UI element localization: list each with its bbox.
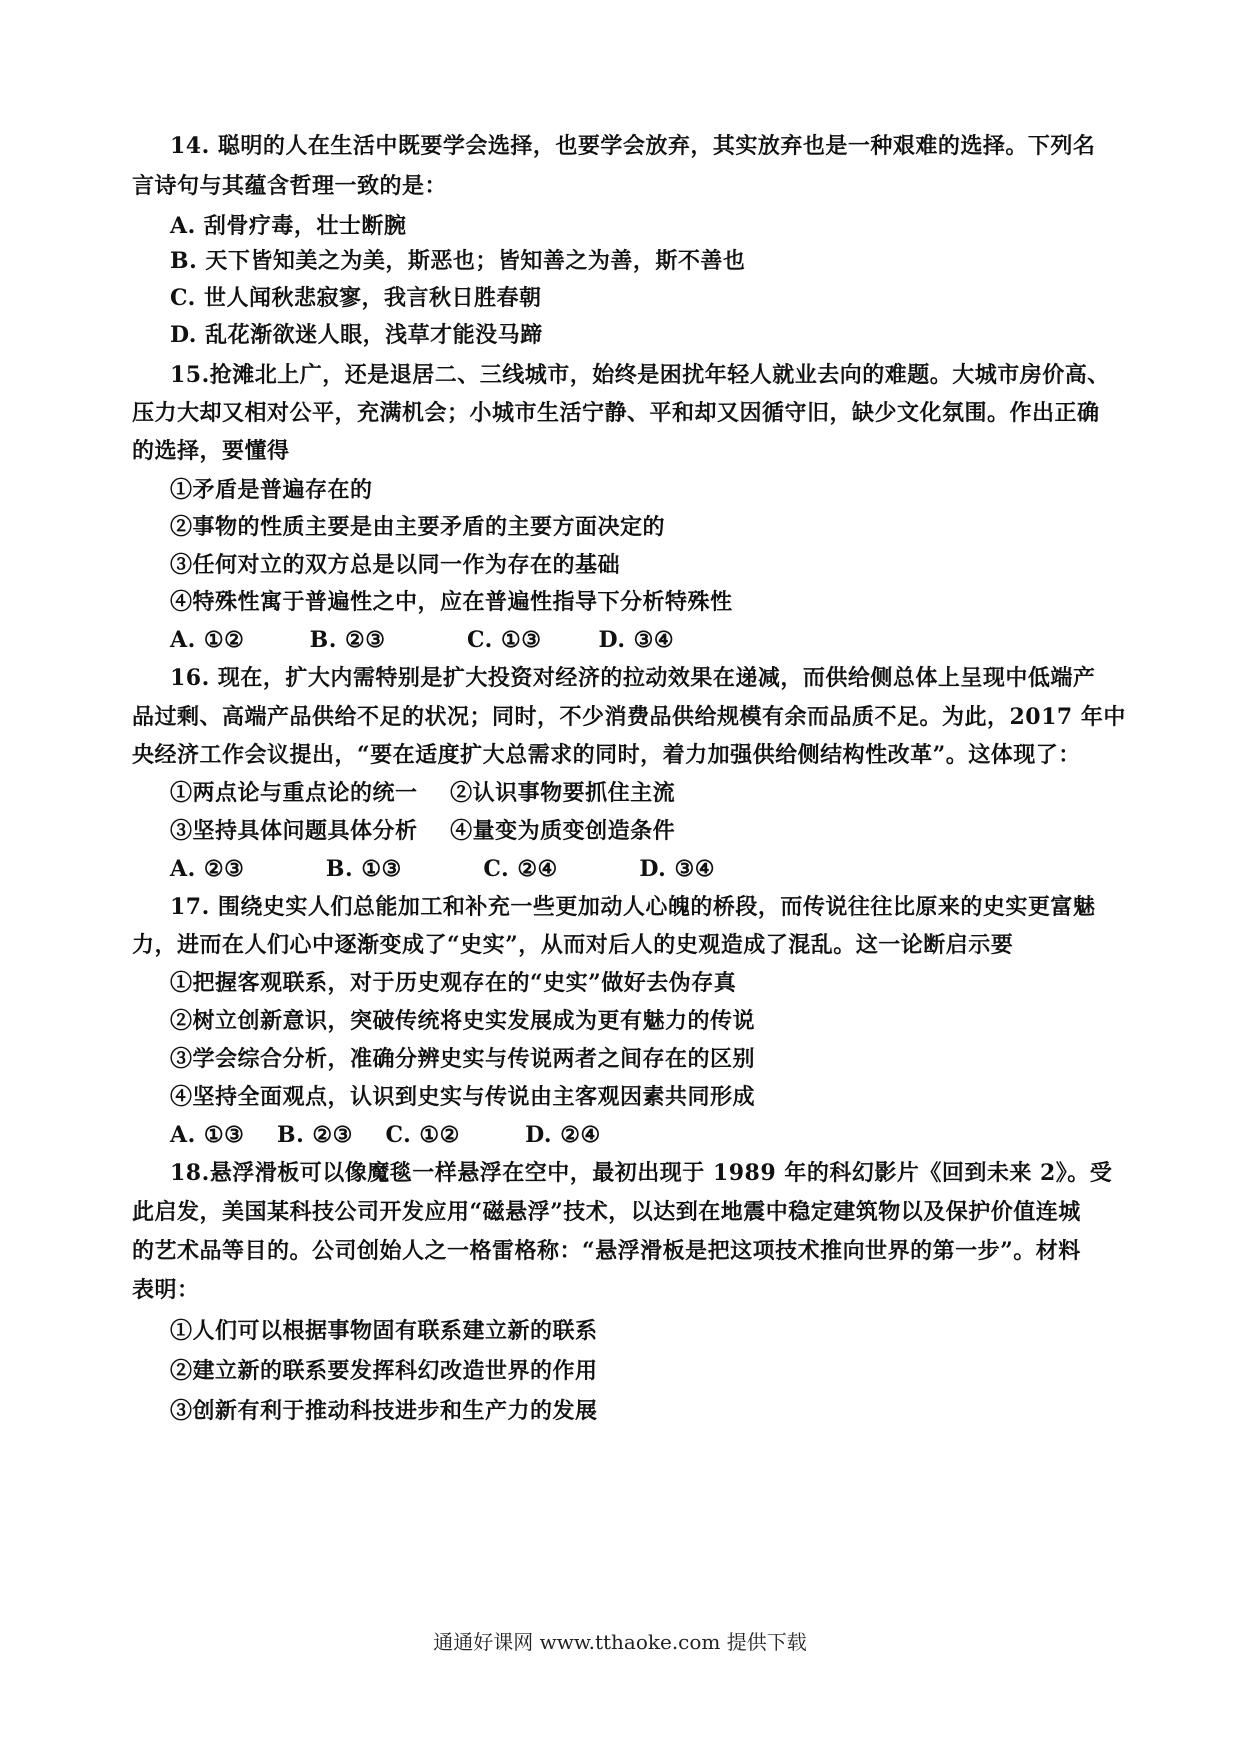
q16-stem-line2: 品过剩、高端产品供给不足的状况；同时，不少消费品供给规模有余而品质不足。为此，2017 年中 xyxy=(132,704,1126,730)
q14-stem-line1: 14. 聪明的人在生活中既要学会选择，也要学会放弃，其实放弃也是一种艰难的选择。下列名 xyxy=(170,133,1096,159)
q16-stem-line3: 央经济工作会议提出，“要在适度扩大总需求的同时，着力加强供给侧结构性改革”。这体现了： xyxy=(132,742,1081,768)
q16-stem-line1: 16. 现在，扩大内需特别是扩大投资对经济的拉动效果在递减，而供给侧总体上呈现中低端产 xyxy=(170,665,1096,691)
q18-item2: ②建立新的联系要发挥科幻改造世界的作用 xyxy=(170,1358,598,1384)
q15-item1: ①矛盾是普遍存在的 xyxy=(170,477,373,503)
q14-option-d: D. 乱花渐欲迷人眼，浅草才能没马蹄 xyxy=(170,322,543,348)
q16-choices: A. ②③ B. ①③ C. ②④ D. ③④ xyxy=(170,856,715,882)
q17-item1: ①把握客观联系，对于历史观存在的“史实”做好去伪存真 xyxy=(170,970,737,996)
q15-item4: ④特殊性寓于普遍性之中，应在普遍性指导下分析特殊性 xyxy=(170,589,733,615)
q18-stem-line4: 表明： xyxy=(132,1277,200,1303)
q18-stem-line1: 18.悬浮滑板可以像魔毯一样悬浮在空中，最初出现于 1989 年的科幻影片《回到未来 2》。受 xyxy=(170,1160,1113,1186)
q14-option-b: B. 天下皆知美之为美，斯恶也；皆知善之为善，斯不善也 xyxy=(170,248,746,274)
q18-stem-line2: 此启发，美国某科技公司开发应用“磁悬浮”技术，以达到在地震中稳定建筑物以及保护价值连城 xyxy=(132,1199,1081,1225)
q15-item3: ③任何对立的双方总是以同一作为存在的基础 xyxy=(170,552,621,578)
q18-item3: ③创新有利于推动科技进步和生产力的发展 xyxy=(170,1398,598,1424)
q16-items-line2: ③坚持具体问题具体分析 ④量变为质变创造条件 xyxy=(170,818,676,844)
q15-choices: A. ①② B. ②③ C. ①③ D. ③④ xyxy=(170,627,675,653)
page-footer: 通通好课网 www.tthaoke.com 提供下载 xyxy=(433,1630,807,1654)
q17-item4: ④坚持全面观点，认识到史实与传说由主客观因素共同形成 xyxy=(170,1084,756,1110)
q17-choices: A. ①③ B. ②③ C. ①② D. ②④ xyxy=(170,1122,601,1148)
q15-stem-line3: 的选择，要懂得 xyxy=(132,438,290,464)
q18-item1: ①人们可以根据事物固有联系建立新的联系 xyxy=(170,1318,598,1344)
q14-stem-line2: 言诗句与其蕴含哲理一致的是： xyxy=(132,173,448,199)
q17-item3: ③学会综合分析，准确分辨史实与传说两者之间存在的区别 xyxy=(170,1046,756,1072)
q14-option-c: C. 世人闻秋悲寂寥，我言秋日胜春朝 xyxy=(170,285,542,311)
q17-item2: ②树立创新意识，突破传统将史实发展成为更有魅力的传说 xyxy=(170,1008,756,1034)
q15-stem-line2: 压力大却又相对公平，充满机会；小城市生活宁静、平和却又因循守旧，缺少文化氛围。作出正确 xyxy=(132,400,1100,426)
q18-stem-line3: 的艺术品等目的。公司创始人之一格雷格称：“悬浮滑板是把这项技术推向世界的第一步”。材料 xyxy=(132,1238,1081,1264)
q15-item2: ②事物的性质主要是由主要矛盾的主要方面决定的 xyxy=(170,514,666,540)
q17-stem-line2: 力，进而在人们心中逐渐变成了“史实”，从而对后人的史观造成了混乱。这一论断启示要 xyxy=(132,932,1014,958)
q15-stem-line1: 15.抢滩北上广，还是退居二、三线城市，始终是困扰年轻人就业去向的难题。大城市房价高、 xyxy=(170,362,1110,388)
q14-option-a: A. 刮骨疗毒，壮士断腕 xyxy=(170,213,407,239)
q16-items-line1: ①两点论与重点论的统一 ②认识事物要抓住主流 xyxy=(170,780,676,806)
q17-stem-line1: 17. 围绕史实人们总能加工和补充一些更加动人心魄的桥段，而传说往往比原来的史实更富魅 xyxy=(170,894,1096,920)
